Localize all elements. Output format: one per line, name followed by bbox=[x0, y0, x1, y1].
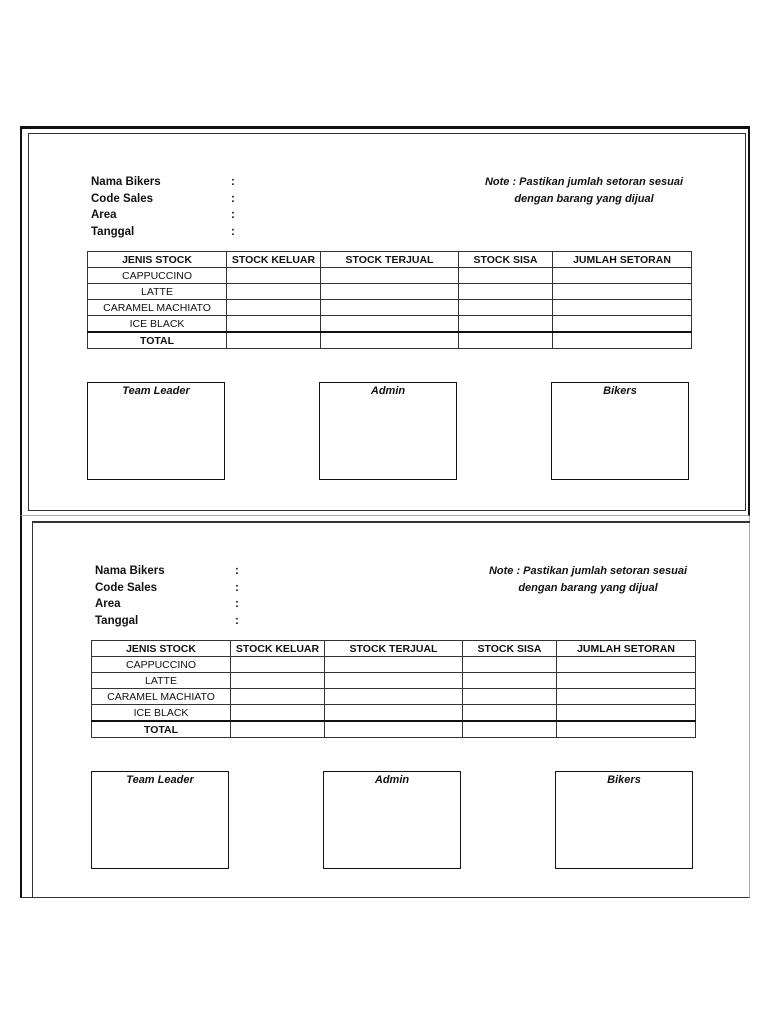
signature-box-bikers[interactable] bbox=[551, 382, 689, 480]
header-stock-sisa: STOCK SISA bbox=[459, 252, 553, 268]
cell-stock-sisa[interactable] bbox=[463, 689, 557, 705]
table-header-row bbox=[92, 641, 696, 657]
table-row bbox=[92, 705, 696, 722]
header-fields bbox=[91, 174, 291, 240]
table-total-row bbox=[92, 721, 696, 738]
cell-jumlah-setoran[interactable] bbox=[557, 705, 696, 722]
field-area bbox=[91, 207, 291, 224]
field-code-sales bbox=[95, 580, 295, 597]
field-tanggal bbox=[95, 613, 295, 630]
field-label: Nama Bikers bbox=[95, 565, 165, 577]
field-colon: : bbox=[235, 581, 239, 594]
cell-stock-terjual[interactable] bbox=[321, 316, 459, 333]
cell-stock-keluar[interactable] bbox=[231, 673, 325, 689]
table-header-row bbox=[88, 252, 692, 268]
note-text bbox=[469, 174, 699, 207]
cell-stock-terjual[interactable] bbox=[321, 284, 459, 300]
signature-box-team-leader[interactable] bbox=[87, 382, 225, 480]
cell-total-terjual[interactable] bbox=[321, 332, 459, 349]
header-stock-keluar: STOCK KELUAR bbox=[231, 641, 325, 657]
field-colon: : bbox=[235, 565, 239, 577]
header-jumlah-setoran: JUMLAH SETORAN bbox=[557, 641, 696, 657]
form-border bbox=[28, 133, 746, 511]
total-label: TOTAL bbox=[88, 332, 227, 349]
field-label: Nama Bikers bbox=[91, 176, 161, 188]
row-label: ICE BLACK bbox=[88, 316, 227, 333]
field-colon: : bbox=[235, 598, 239, 610]
field-label: Area bbox=[91, 209, 117, 221]
field-colon: : bbox=[235, 614, 239, 627]
cell-total-setoran[interactable] bbox=[557, 721, 696, 738]
total-label: TOTAL bbox=[92, 721, 231, 738]
note-line-2: dengan barang yang dijual bbox=[518, 581, 658, 594]
cell-jumlah-setoran[interactable] bbox=[557, 689, 696, 705]
cell-stock-terjual[interactable] bbox=[325, 673, 463, 689]
cell-stock-sisa[interactable] bbox=[463, 705, 557, 722]
row-label: CAPPUCCINO bbox=[88, 268, 227, 284]
signature-label: Admin bbox=[370, 385, 406, 397]
field-colon: : bbox=[231, 176, 235, 188]
cell-stock-terjual[interactable] bbox=[325, 689, 463, 705]
signature-box-team-leader[interactable] bbox=[91, 771, 229, 869]
signature-box-admin[interactable] bbox=[319, 382, 457, 480]
field-colon: : bbox=[231, 225, 235, 238]
cell-jumlah-setoran[interactable] bbox=[553, 284, 692, 300]
row-label: CARAMEL MACHIATO bbox=[92, 689, 231, 705]
cell-stock-keluar[interactable] bbox=[231, 657, 325, 673]
cell-total-keluar[interactable] bbox=[227, 332, 321, 349]
cell-stock-terjual[interactable] bbox=[325, 705, 463, 722]
cell-stock-sisa[interactable] bbox=[463, 673, 557, 689]
signature-label: Bikers bbox=[603, 385, 637, 397]
cell-stock-keluar[interactable] bbox=[231, 689, 325, 705]
table-total-row bbox=[88, 332, 692, 349]
header-stock-terjual: STOCK TERJUAL bbox=[321, 252, 459, 268]
signature-label: Team Leader bbox=[126, 774, 194, 786]
cell-total-keluar[interactable] bbox=[231, 721, 325, 738]
cell-stock-sisa[interactable] bbox=[459, 268, 553, 284]
table-row bbox=[88, 316, 692, 333]
table-row bbox=[92, 673, 696, 689]
field-tanggal bbox=[91, 224, 291, 241]
header-jenis-stock: JENIS STOCK bbox=[88, 252, 227, 268]
row-label: CAPPUCCINO bbox=[92, 657, 231, 673]
field-label: Tanggal bbox=[91, 225, 135, 238]
signature-label: Admin bbox=[374, 774, 410, 786]
signature-box-admin[interactable] bbox=[323, 771, 461, 869]
table-row bbox=[88, 268, 692, 284]
stock-table bbox=[91, 640, 696, 738]
field-label: Area bbox=[95, 598, 121, 610]
row-label: LATTE bbox=[92, 673, 231, 689]
cell-stock-sisa[interactable] bbox=[459, 316, 553, 333]
cell-stock-keluar[interactable] bbox=[227, 300, 321, 316]
table-row bbox=[88, 300, 692, 316]
cell-total-sisa[interactable] bbox=[459, 332, 553, 349]
cell-stock-terjual[interactable] bbox=[325, 657, 463, 673]
form-border bbox=[32, 521, 750, 897]
field-label: Code Sales bbox=[91, 192, 153, 205]
field-nama-bikers bbox=[95, 563, 295, 580]
cell-jumlah-setoran[interactable] bbox=[557, 657, 696, 673]
cell-stock-terjual[interactable] bbox=[321, 300, 459, 316]
table-row bbox=[88, 284, 692, 300]
cell-stock-sisa[interactable] bbox=[459, 300, 553, 316]
cell-total-sisa[interactable] bbox=[463, 721, 557, 738]
cell-total-setoran[interactable] bbox=[553, 332, 692, 349]
cell-total-terjual[interactable] bbox=[325, 721, 463, 738]
header-stock-sisa: STOCK SISA bbox=[463, 641, 557, 657]
form-sheet-2 bbox=[20, 516, 750, 898]
cell-stock-keluar[interactable] bbox=[227, 316, 321, 333]
note-line-1: Note : Pastikan jumlah setoran sesuai bbox=[484, 176, 684, 188]
field-nama-bikers bbox=[91, 174, 291, 191]
cell-jumlah-setoran[interactable] bbox=[553, 300, 692, 316]
cell-stock-keluar[interactable] bbox=[231, 705, 325, 722]
header-stock-terjual: STOCK TERJUAL bbox=[325, 641, 463, 657]
signature-box-bikers[interactable] bbox=[555, 771, 693, 869]
table-row bbox=[92, 689, 696, 705]
field-label: Tanggal bbox=[95, 614, 139, 627]
header-fields bbox=[95, 563, 295, 629]
signature-label: Bikers bbox=[607, 774, 641, 786]
cell-jumlah-setoran[interactable] bbox=[557, 673, 696, 689]
header-stock-keluar: STOCK KELUAR bbox=[227, 252, 321, 268]
field-colon: : bbox=[231, 192, 235, 205]
header-jumlah-setoran: JUMLAH SETORAN bbox=[553, 252, 692, 268]
field-colon: : bbox=[231, 209, 235, 221]
cell-stock-sisa[interactable] bbox=[459, 284, 553, 300]
signature-label: Team Leader bbox=[122, 385, 190, 397]
note-line-1: Note : Pastikan jumlah setoran sesuai bbox=[488, 565, 688, 577]
cell-stock-terjual[interactable] bbox=[321, 268, 459, 284]
cell-jumlah-setoran[interactable] bbox=[553, 268, 692, 284]
field-label: Code Sales bbox=[95, 581, 157, 594]
table-row bbox=[92, 657, 696, 673]
note-text bbox=[473, 563, 703, 596]
header-jenis-stock: JENIS STOCK bbox=[92, 641, 231, 657]
cell-stock-keluar[interactable] bbox=[227, 268, 321, 284]
field-code-sales bbox=[91, 191, 291, 208]
field-area bbox=[95, 596, 295, 613]
cell-stock-sisa[interactable] bbox=[463, 657, 557, 673]
cell-stock-keluar[interactable] bbox=[227, 284, 321, 300]
row-label: LATTE bbox=[88, 284, 227, 300]
stock-table bbox=[87, 251, 692, 349]
form-sheet-1 bbox=[20, 126, 750, 516]
row-label: ICE BLACK bbox=[92, 705, 231, 722]
cell-jumlah-setoran[interactable] bbox=[553, 316, 692, 333]
row-label: CARAMEL MACHIATO bbox=[88, 300, 227, 316]
note-line-2: dengan barang yang dijual bbox=[514, 192, 654, 205]
